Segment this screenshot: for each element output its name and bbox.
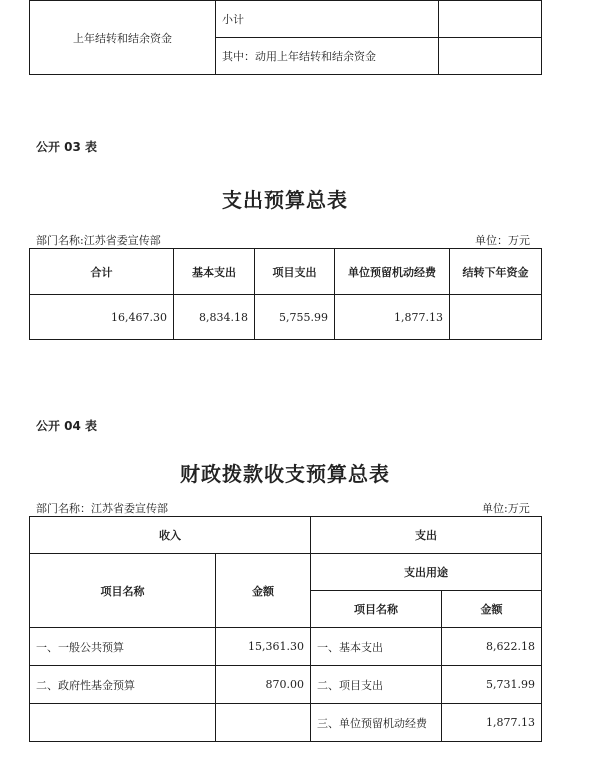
- fiscal-budget-table: [29, 516, 542, 742]
- header-carryforward: 结转下年资金: [450, 249, 542, 295]
- value-carryforward: [450, 295, 542, 340]
- value-basic: 8,834.18: [174, 295, 255, 340]
- table04-title: 财政拨款收支预算总表: [180, 462, 390, 486]
- table03-unit: 单位：万元: [475, 234, 530, 247]
- value-project: 5,755.99: [255, 295, 335, 340]
- income-name: 一、一般公共预算: [30, 628, 216, 666]
- table03-dept: 部门名称:江苏省委宣传部: [36, 234, 161, 247]
- table04-unit: 单位:万元: [482, 502, 530, 515]
- table04-tag: 公开 04 表: [36, 419, 98, 433]
- subtotal-label: 小计: [216, 1, 439, 38]
- expense-amount-header: 金额: [442, 591, 542, 628]
- header-basic: 基本支出: [174, 249, 255, 295]
- of-which-value: [439, 38, 542, 75]
- table03-title: 支出预算总表: [222, 188, 348, 212]
- table04-dept: 部门名称：江苏省委宣传部: [36, 502, 168, 515]
- header-total: 合计: [30, 249, 174, 295]
- income-name-header: 项目名称: [30, 554, 216, 628]
- income-amount: 870.00: [216, 666, 311, 704]
- income-header: 收入: [30, 517, 311, 554]
- value-reserve: 1,877.13: [335, 295, 450, 340]
- income-name: 二、政府性基金预算: [30, 666, 216, 704]
- header-project: 项目支出: [255, 249, 335, 295]
- expense-use-header: 支出用途: [311, 554, 542, 591]
- value-total: 16,467.30: [30, 295, 174, 340]
- table03-tag: 公开 03 表: [36, 140, 98, 154]
- expense-amount: 1,877.13: [442, 704, 542, 742]
- expense-name-header: 项目名称: [311, 591, 442, 628]
- expense-summary-table: [29, 248, 542, 340]
- expense-amount: 8,622.18: [442, 628, 542, 666]
- subtotal-value: [439, 1, 542, 38]
- expense-name: 三、单位预留机动经费: [311, 704, 442, 742]
- top-table: [29, 0, 542, 75]
- header-reserve: 单位预留机动经费: [335, 249, 450, 295]
- carryover-label: 上年结转和结余资金: [30, 1, 216, 75]
- expense-header: 支出: [311, 517, 542, 554]
- income-amount: [216, 704, 311, 742]
- expense-amount: 5,731.99: [442, 666, 542, 704]
- income-amount: 15,361.30: [216, 628, 311, 666]
- of-which-label: 其中：动用上年结转和结余资金: [216, 38, 439, 75]
- income-name: [30, 704, 216, 742]
- expense-name: 一、基本支出: [311, 628, 442, 666]
- income-amount-header: 金额: [216, 554, 311, 628]
- expense-name: 二、项目支出: [311, 666, 442, 704]
